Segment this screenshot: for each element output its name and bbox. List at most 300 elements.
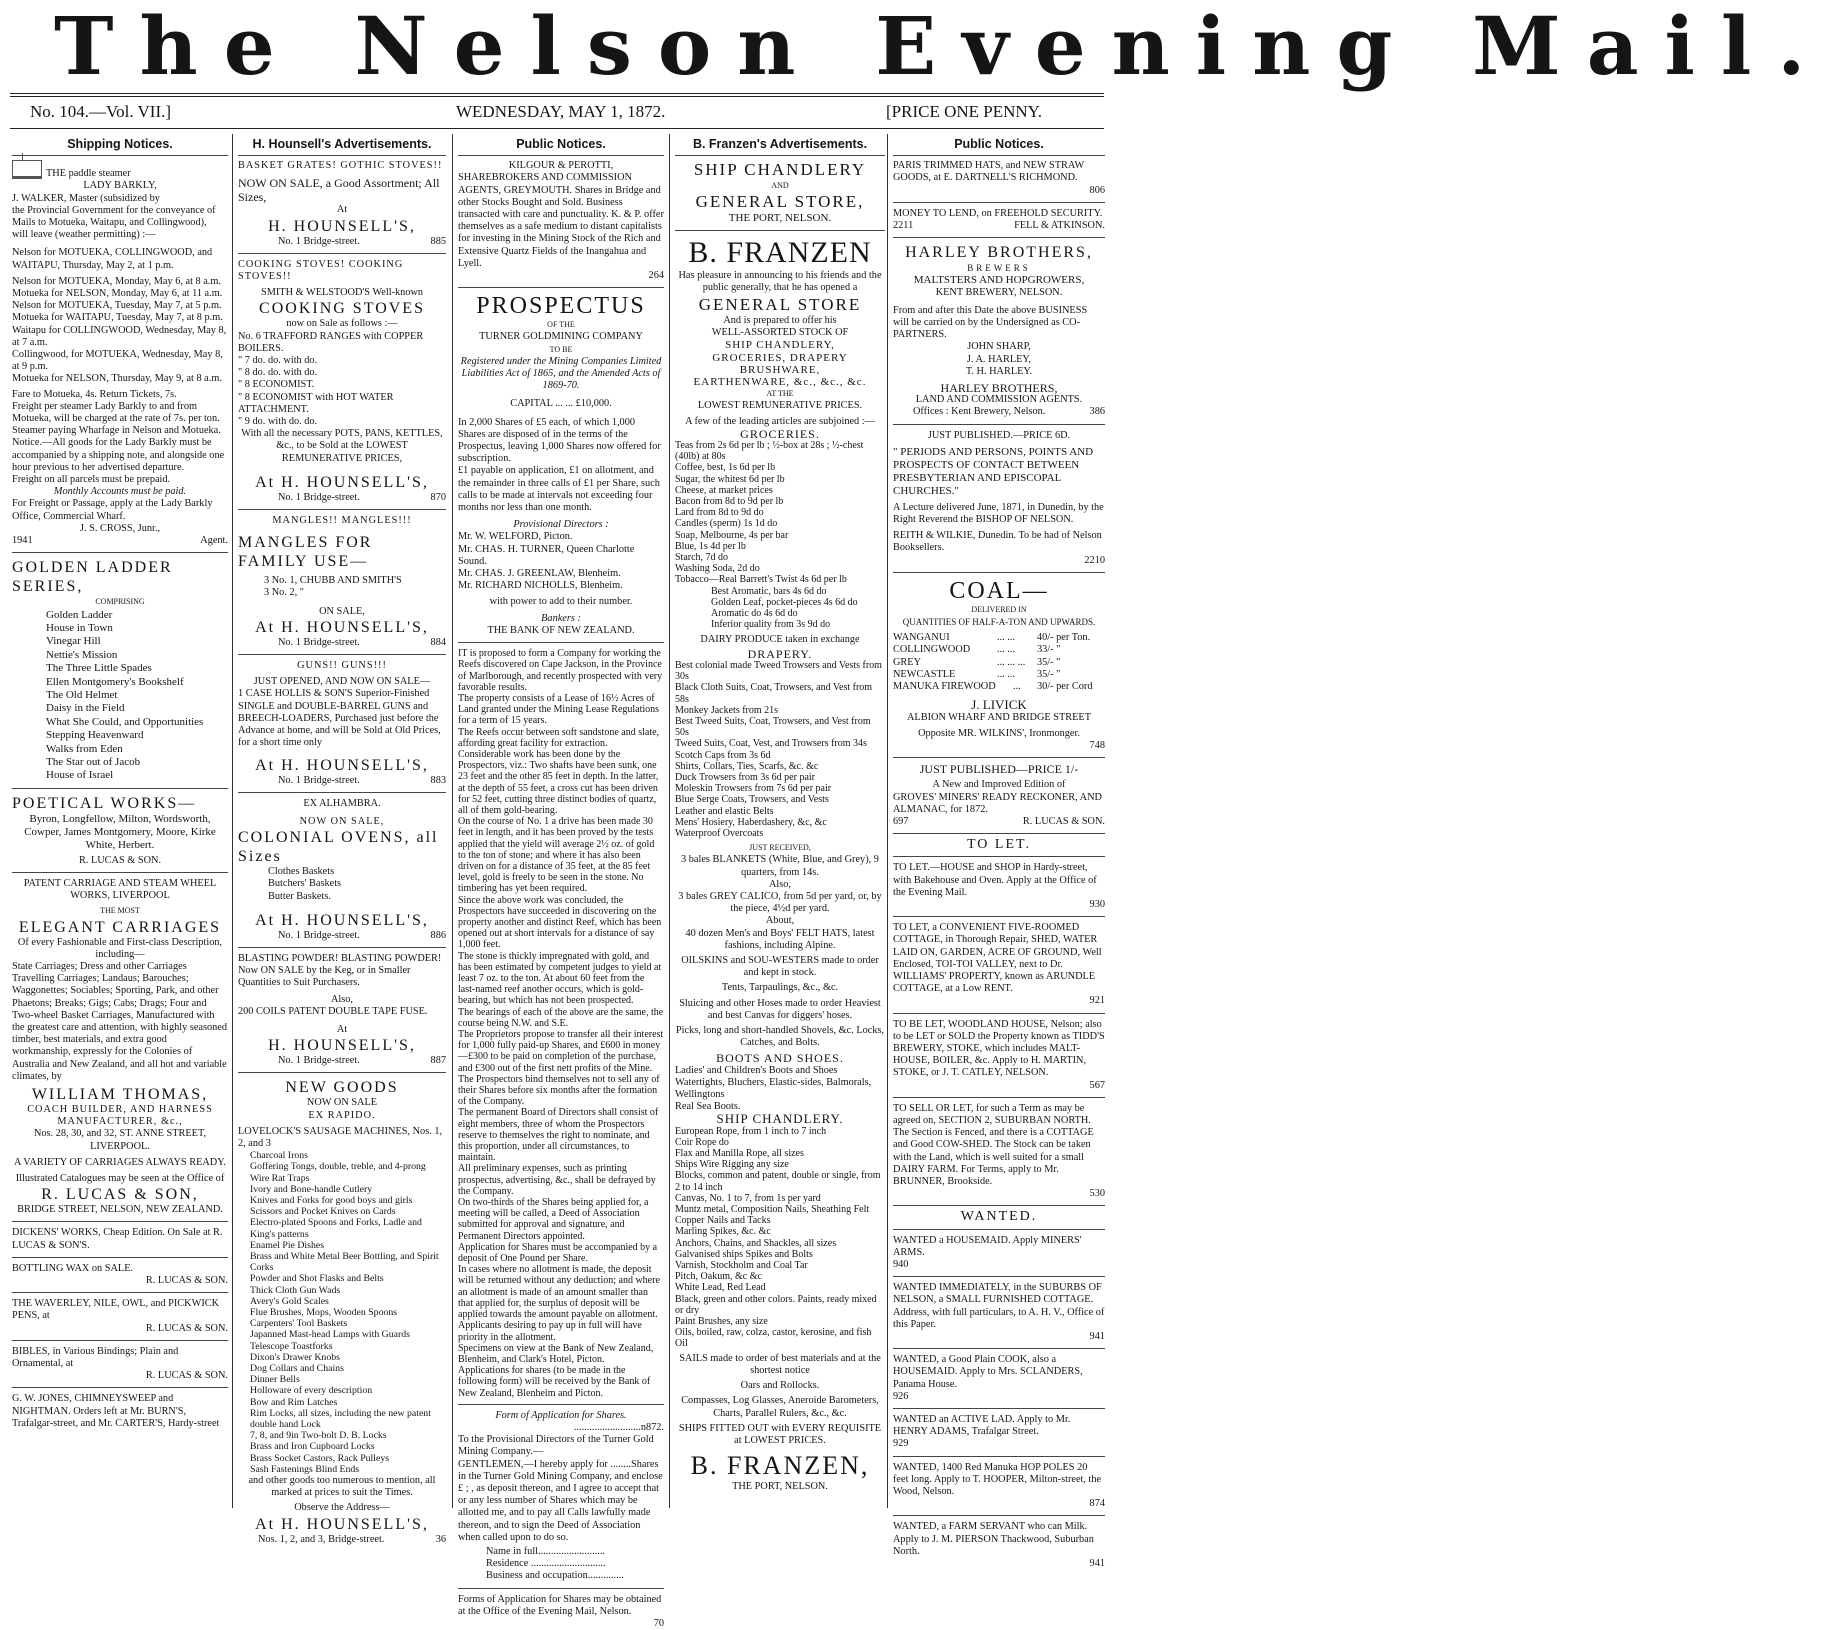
sailing-item: Nelson for MOTUEKA, COLLINGWOOD, and WAITAPU, Thursday, May 2, at 1 p.m.: [12, 247, 213, 271]
list-item: Tweed Suits, Coat, Vest, and Trowsers from 34s: [675, 738, 867, 750]
merchant-name: At H. HOUNSELL'S,: [255, 618, 429, 636]
ad-body: A Lecture delivered June, 1871, in Dunedin, by the Right Reverend the BISHOP OF NELSON.: [893, 501, 1104, 526]
address: Nos. 1, 2, and 3, Bridge-street.: [258, 1533, 385, 1545]
separator: [12, 1257, 228, 1258]
ad-headline: BLASTING POWDER! BLASTING POWDER!: [238, 952, 442, 964]
ad-title: GOLDEN LADDER SERIES,: [12, 559, 173, 596]
merchant-name: B. FRANZEN,: [690, 1451, 870, 1481]
list-item: Inferior quality from 3s 9d do: [711, 619, 831, 631]
list-item: Canvas, No. 1 to 7, from 1s per yard: [675, 1192, 821, 1204]
ad-headline: MANGLES!! MANGLES!!!: [272, 515, 412, 527]
ad-body: NOW ON SALE, a Good Assortment; All Sizes,: [238, 176, 440, 205]
ad-text: JUST RECEIVED,: [749, 843, 811, 853]
small-ad: MONEY TO LEND, on FREEHOLD SECURITY.: [893, 207, 1103, 219]
grocery-list: [675, 440, 885, 630]
address: No. 1 Bridge-street.: [278, 235, 360, 247]
separator: [893, 1229, 1105, 1230]
ad-text: SMITH & WELSTOOD'S Well-known: [260, 287, 424, 299]
ad-text: WELL-ASSORTED STOCK OF: [711, 327, 849, 339]
ad-number: 940: [893, 1259, 909, 1271]
table-cell: ... ...: [997, 644, 1016, 656]
separator: [893, 1013, 1105, 1014]
separator: [893, 1348, 1105, 1349]
table-row: [893, 669, 1105, 681]
separator: [893, 833, 1105, 834]
list-item: Powder and Shot Flasks and Belts: [250, 1273, 384, 1285]
column-header: Public Notices.: [893, 134, 1105, 156]
ad-headline: GUNS!! GUNS!!!: [297, 660, 387, 672]
sailing-list: [12, 247, 228, 547]
ad-text: THE PORT, NELSON.: [732, 1481, 828, 1493]
list-item: Black Cloth Suits, Coat, Trowsers, and Vest from 58s: [675, 682, 873, 705]
sailing-item: Motueka for WAITAPU, Tuesday, May 7, at 8 p.m.: [12, 312, 223, 324]
sailing-item: Notice.—All goods for the Lady Barkly must be accompanied by a shipping note, and alongside one hour previous to her advertised departure.: [12, 437, 225, 473]
ad-text: OF THE: [547, 320, 575, 330]
sailing-item: Freight per steamer Lady Barkly to and from Motueka, will be charged at the rate of 7s. per ton. Steamer paying Wharfage in Nelson and Motueka.: [12, 400, 221, 437]
list-item: " 7 do. do. with do.: [238, 355, 318, 367]
text-line: will leave (weather permitting) :—: [12, 229, 156, 241]
ad-title: R. LUCAS & SON,: [41, 1186, 199, 1204]
ad-body: State Carriages; Dress and other Carriages Travelling Carriages; Landaus; Barouches; Waggonettes; Sociables; Sporting, Park, and other Phaetons; Breaks; Gigs; Cabs; Drags; Four and Two-wheel Basket Carriages, Manufactured with the greatest care and attention, with highly seasoned timber, best materials, and extra good workmanship, expressly for the Colonies of Australia and New Zealand, and all hot and variable climates, by: [12, 961, 228, 1082]
ad-title: JUST PUBLISHED—PRICE 1/-: [919, 762, 1079, 777]
company-name: TURNER GOLDMINING COMPANY: [479, 331, 643, 343]
separator: [893, 572, 1105, 573]
paragraph: £1 payable on application, £1 on allotment, and the remainder in three calls of £1 per Share, such calls to be made at intervals not exceeding four months nor less than one month.: [458, 465, 660, 514]
list-item: Mr. CHAS. J. GREENLAW, Blenheim.: [458, 568, 621, 580]
ad-text: A VARIETY OF CARRIAGES ALWAYS READY.: [14, 1156, 226, 1168]
table-cell: COLLINGWOOD: [893, 644, 971, 656]
merchant-name: H. HOUNSELL'S,: [268, 1037, 416, 1055]
ad-text: NOW ON SALE: [306, 1097, 378, 1109]
table-cell: NEWCASTLE: [893, 668, 956, 680]
section-title: DRAPERY.: [747, 646, 813, 661]
ad-body: Has pleasure in announcing to his friends and the public generally, that he has opened a: [678, 269, 882, 293]
list-item: Galvanised ships Spikes and Bolts: [675, 1248, 813, 1260]
column-header: B. Franzen's Advertisements.: [675, 134, 885, 156]
ad-text: Picks, long and short-handled Shovels, &c. Locks, Catches, and Bolts.: [675, 1025, 885, 1049]
form-field: Name in full..........................: [486, 1545, 605, 1557]
list-item: Blue, 1s 4d per lb: [675, 540, 746, 552]
ad-text: Nos. 28, 30, and 32, ST. ANNE STREET, LIVERPOOL.: [33, 1128, 207, 1152]
ad-headline: COOKING STOVES! COOKING STOVES!!: [238, 258, 404, 283]
poetical-works-ad: [12, 794, 228, 867]
ad-headline: BASKET GRATES! GOTHIC STOVES!!: [238, 160, 443, 172]
list-item: Mr. W. WELFORD, Picton.: [458, 531, 573, 543]
paragraph: The Prospectors bind themselves not to sell any of their Shares before six months after the formation of the Company.: [458, 1073, 660, 1108]
ad-text: Real Sea Boots.: [675, 1101, 741, 1113]
issue-price: [PRICE ONE PENNY.: [886, 102, 1043, 121]
ad-text: EARTHENWARE, &c., &c., &c.: [693, 376, 867, 389]
list-item: Nettie's Mission: [46, 648, 118, 661]
list-item: Flue Brushes, Mops, Wooden Spoons: [250, 1307, 398, 1318]
list-item: Blue Serge Coats, Trowsers, and Vests: [675, 794, 829, 806]
ad-text: TO BE: [549, 344, 573, 354]
paragraph: The property consists of a Lease of 16½ Acres of Land granted under the Mining Lease Regulations for a term of 15 years.: [458, 692, 660, 727]
list-item: White Lead, Red Lead: [675, 1282, 766, 1294]
small-ad: BIBLES, in Various Bindings; Plain and Ornamental, at: [12, 1345, 179, 1370]
table-row: [893, 644, 1105, 656]
ad-text: Tents, Tarpaulings, &c., &c.: [721, 982, 839, 994]
ad-text: EX RAPIDO.: [308, 1109, 376, 1121]
book-list: [12, 609, 228, 783]
masthead-rule: [10, 93, 1104, 94]
ad-text: 3 bales GREY CALICO, from 5d per yard, or, by the piece, 4½d per yard.: [678, 890, 882, 915]
separator: [893, 1456, 1105, 1457]
section-title: TO LET.: [966, 837, 1032, 853]
list-item: Moleskin Trowsers from 7s 6d per pair: [675, 783, 832, 795]
ad-text: now on Sale as follows :—: [286, 318, 398, 330]
section-title: GROCERIES.: [740, 426, 820, 441]
text-line: Mails to Motueka, Waitapu, and Collingwood),: [12, 217, 207, 229]
ad-text: Compasses, Log Glasses, Aneroide Barometers, Charts, Parallel Rulers, &c., &c.: [681, 1395, 879, 1419]
list-item: Charcoal Irons: [250, 1150, 308, 1162]
ad-number: 697: [893, 815, 909, 827]
ad-text: Illustrated Catalogues may be seen at the Office of: [15, 1173, 225, 1185]
list-item: " 8 ECONOMIST.: [238, 379, 315, 391]
table-cell: 35/- ": [1037, 656, 1061, 668]
list-item: Holloware of every description: [250, 1385, 373, 1397]
ad-number: 2211: [893, 220, 914, 232]
list-item: Mens' Hosiery, Haberdashery, &c, &c: [675, 816, 827, 828]
stove-list: [238, 331, 446, 429]
ad-title: COLONIAL OVENS, all Sizes: [238, 829, 439, 866]
ad-text: A few of the leading articles are subjoined :—: [685, 415, 875, 427]
small-ad: G. W. JONES, CHIMNEYSWEEP and NIGHTMAN. Orders left at Mr. BURN'S, Trafalgar-street, and Mr. CARTER'S, Hardy-street: [12, 1393, 220, 1429]
signature-role: Agent.: [200, 535, 228, 547]
list-item: Duck Trowsers from 3s 6d per pair: [675, 771, 815, 783]
separator: [893, 1515, 1105, 1516]
ad-title: NEW GOODS: [285, 1079, 399, 1097]
list-item: Mr. CHAS. H. TURNER, Queen Charlotte Sound.: [458, 543, 635, 567]
ad-number: 530: [1089, 1188, 1105, 1200]
column-header: Shipping Notices.: [12, 134, 228, 156]
small-ad: TO BE LET, WOODLAND HOUSE, Nelson; also to be LET or SOLD the Property known as TIDD'S BREWERY, STOKE, which includes MALT-HOUSE, BOILER, &c. Apply to H. MARTIN, STOKE, or J. T. CATLEY, NELSON.: [893, 1018, 1105, 1079]
table-cell: ... ...: [997, 668, 1016, 680]
column-notices-right: [893, 134, 1105, 1570]
list-item: 7, 8, and 9in Two-bolt D. B. Locks: [250, 1430, 387, 1442]
ad-title: POETICAL WORKS—: [12, 794, 197, 812]
golden-ladder-ad: [12, 558, 228, 782]
separator: [893, 856, 1105, 857]
merchant-name: H. HOUNSELL'S,: [268, 217, 416, 235]
small-ad: WANTED IMMEDIATELY, in the SUBURBS OF NELSON, a SMALL FURNISHED COTTAGE. Address, with full particulars, to A. H. V., Office of this Paper.: [893, 1282, 1105, 1330]
list-item: Leather and elastic Belts: [675, 805, 774, 817]
list-item: T. H. HARLEY.: [965, 365, 1033, 377]
separator: [238, 253, 446, 254]
sailing-item: Waitapu for COLLINGWOOD, Wednesday, May 8, at 7 a.m.: [12, 324, 227, 348]
list-item: House of Israel: [46, 769, 114, 782]
issue-line: [20, 102, 1096, 126]
list-item: Coffee, best, 1s 6d per lb: [675, 462, 776, 474]
ad-number: 264: [648, 270, 664, 282]
small-ad: TO SELL OR LET, for such a Term as may be agreed on, SECTION 2, SUBURBAN NORTH. The Section is Fenced, and there is a COTTAGE and Good COW-SHED. The Stock can be taken with the Land, which is well suited for a small DAIRY FARM. For Terms, apply to Mr. BRUNNER, Brookside.: [893, 1102, 1094, 1187]
paragraph: The permanent Board of Directors shall consist of eight members, three of whom the Prospectors reserve to themselves the right to nominate, and this proportion, under all circumstances, to maintain.: [458, 1107, 659, 1164]
separator: [238, 654, 446, 655]
separator: [238, 1072, 446, 1073]
ad-title: " PERIODS AND PERSONS, POINTS AND PROSPECTS OF CONTACT BETWEEN PRESBYTERIAN AND EPISCOPAL CHURCHES.": [893, 445, 1094, 497]
ad-text: OILSKINS and SOU-WESTERS made to order and kept in stock.: [681, 954, 879, 979]
sailing-item: Collingwood, for MOTUEKA, Wednesday, May 8, at 9 p.m.: [12, 349, 223, 373]
paragraph: On two-thirds of the Shares being applied for, a meeting will be called, a Deed of Association submitted for approval and signature, and Permanent Directors appointed.: [458, 1197, 649, 1242]
ad-number: 887: [430, 1055, 446, 1067]
form-field: Residence .............................: [486, 1558, 606, 1570]
info-rule: [10, 128, 1104, 129]
ad-text: COACH BUILDER, AND HARNESS MANUFACTURER, &c.,: [27, 1104, 213, 1128]
list-item: Walks from Eden: [46, 742, 123, 755]
list-item: Daisy in the Field: [46, 702, 125, 715]
list-item: 3 No. 1, CHUBB AND SMITH'S: [264, 575, 402, 587]
ad-text: JUST OPENED, AND NOW ON SALE—: [253, 676, 431, 688]
ad-text: LOWEST REMUNERATIVE PRICES.: [697, 400, 863, 412]
list-item: Avery's Gold Scales: [250, 1295, 329, 1307]
sailing-item: Motueka for NELSON, Monday, May 6, at 11 a.m.: [12, 288, 223, 300]
small-ad: PARIS TRIMMED HATS, and NEW STRAW GOODS, at E. DARTNELL'S RICHMOND.: [893, 160, 1085, 184]
ad-body: With all the necessary POTS, PANS, KETTLES, &c., to be Sold at the LOWEST REMUNERATIVE PRICES,: [241, 428, 443, 464]
ad-text: SAILS made to order of best materials and at the shortest notice: [679, 1352, 881, 1376]
ad-text: Registered under the Mining Companies Limited Liabilities Act of 1865, and the Amended Acts of 1869-70.: [460, 355, 662, 392]
prospectus-body: [458, 648, 664, 1399]
ad-number: 885: [430, 235, 446, 247]
masthead: [0, 0, 1831, 93]
list-item: Tobacco—Real Barrett's Twist 4s 6d per lb: [675, 574, 847, 586]
list-item: Soap, Melbourne, 4s per bar: [675, 529, 789, 541]
ad-number: 886: [430, 929, 446, 941]
newspaper-title: The Nelson Evening Mail.: [54, 0, 1831, 93]
ad-text: 40 dozen Men's and Boys' FELT HATS, latest fashions, including Alpine.: [685, 927, 875, 951]
ad-text: ON SALE,: [319, 605, 365, 617]
table-cell: 40/- per Ton.: [1037, 632, 1091, 644]
ad-subtitle: COMPRISING: [95, 597, 145, 607]
separator: [893, 237, 1105, 238]
sailing-item: Motueka for NELSON, Thursday, May 9, at 8 a.m.: [12, 373, 222, 385]
ad-text: To the Provisional Directors of the Turner Gold Mining Company.—: [458, 1434, 654, 1458]
ad-text: and other goods too numerous to mention, all marked at prices to suit the Times.: [248, 1475, 436, 1499]
issue-date: WEDNESDAY, MAY 1, 1872.: [456, 102, 666, 121]
list-item: Copper Nails and Tacks: [675, 1215, 771, 1227]
list-item: Starch, 7d do: [675, 552, 729, 564]
list-item: Butter Baskets.: [268, 890, 331, 902]
separator: [458, 642, 664, 643]
list-item: Lard from 8d to 9d do: [675, 507, 764, 519]
column-public-notices: [458, 134, 664, 1629]
signature: FELL & ATKINSON.: [1014, 220, 1105, 232]
list-item: Vinegar Hill: [46, 635, 101, 648]
separator: [675, 230, 885, 231]
address: No. 1 Bridge-street.: [278, 491, 360, 503]
table-cell: ...: [1013, 681, 1021, 693]
list-item: Flax and Manilla Rope, all sizes: [675, 1148, 804, 1160]
ad-text: BRUSHWARE,: [739, 363, 821, 376]
list-item: House in Town: [46, 621, 113, 634]
text-line: THE paddle steamer: [46, 168, 131, 180]
drapery-list: [675, 660, 885, 839]
list-item: Coir Rope do: [675, 1136, 729, 1148]
list-item: Brass and White Metal Beer Bottling, and Spirit Corks: [250, 1250, 439, 1274]
merchant-name: B. FRANZEN: [688, 235, 872, 269]
table-row: [893, 657, 1105, 669]
ad-text: KENT BREWERY, NELSON.: [935, 286, 1063, 298]
small-ad: WANTED, a Good Plain COOK, also a HOUSEMAID. Apply to Mrs. SCLANDERS, Panama House.: [893, 1354, 1083, 1390]
form-field: ..........................n872.: [573, 1421, 664, 1433]
list-item: Electro-plated Spoons and Forks, Ladle and King's patterns: [250, 1217, 422, 1240]
ad-number: 874: [1089, 1498, 1105, 1510]
list-item: No. 6 TRAFFORD RANGES with COPPER BOILERS.: [238, 330, 424, 354]
separator: [238, 509, 446, 510]
ad-headline: EX ALHAMBRA.: [303, 797, 381, 809]
list-item: " 9 do. with do. do.: [238, 416, 318, 428]
list-item: Blocks, common and patent, double or single, from 2 to 14 inch: [675, 1170, 881, 1193]
list-item: Best Tweed Suits, Coat, Trowsers, and Vest from 50s: [675, 715, 871, 739]
ad-body: From and after this Date the above BUSINESS will be carried on by the Undersigned as CO-PARTNERS.: [893, 304, 1088, 341]
ad-number: 930: [1089, 898, 1105, 910]
list-item: Dinner Bells: [250, 1374, 300, 1386]
list-item: The Old Helmet: [46, 688, 118, 701]
ad-title: GENERAL STORE: [698, 295, 862, 315]
ad-text: BREWERS: [967, 263, 1031, 274]
list-item: Telescope Toastforks: [250, 1340, 333, 1352]
list-item: The Three Little Spades: [46, 662, 152, 675]
list-item: JOHN SHARP,: [967, 341, 1031, 353]
list-item: Best colonial made Tweed Trowsers and Vests from 30s: [675, 659, 882, 683]
ad-body: 1 CASE HOLLIS & SON'S Superior-Finished SINGLE and DOUBLE-BARREL GUNS and BREECH-LOADERS, Purchased just before the Advance at home, and will be Sold at Old Prices, for a short time only: [238, 688, 441, 749]
separator: [12, 1340, 228, 1341]
column-header: Public Notices.: [458, 134, 664, 156]
list-item: Scissors and Pocket Knives on Cards: [250, 1206, 396, 1218]
carriage-works-ad: [12, 878, 228, 1216]
ad-title: COAL—: [949, 577, 1049, 604]
list-item: Best Aromatic, bars 4s 6d do: [711, 585, 827, 597]
paragraph: The stone is thickly impregnated with gold, and has been estimated by competent judges to yield at least 7 oz. to the ton. At about 60 feet from the last-named reef another occurs, which is gold-bearing, but which has not been prospected.: [458, 950, 662, 1007]
ad-text: At: [336, 204, 348, 216]
ad-text: Forms of Application for Shares may be obtained at the Office of the Evening Mail, Nelson.: [458, 1593, 662, 1617]
ad-text: GROCERIES, DRAPERY: [712, 351, 848, 364]
list-item: Mr. RICHARD NICHOLLS, Blenheim.: [458, 580, 623, 592]
list-item: Black, green and other colors. Paints, ready mixed or dry: [675, 1293, 877, 1316]
table-cell: MANUKA FIREWOOD: [893, 681, 996, 693]
masthead-rule-2: [10, 96, 1104, 97]
separator: [12, 552, 228, 553]
table-cell: 35/- ": [1037, 668, 1061, 680]
separator: [458, 1404, 664, 1405]
separator: [12, 872, 228, 873]
ad-text: A New and Improved Edition of: [932, 779, 1066, 791]
ad-text: AT THE: [766, 389, 794, 399]
text-line: the Provincial Government for the conveyance of: [12, 204, 216, 216]
table-row: [893, 681, 1105, 693]
ad-title: SHIP CHANDLERY: [693, 160, 867, 180]
section-title: SHIP CHANDLERY.: [716, 1111, 844, 1127]
columns: [8, 134, 1108, 1629]
list-item: Knives and Forks for good boys and girls: [250, 1194, 413, 1206]
list-item: Brass and Iron Cupboard Locks: [250, 1441, 375, 1453]
list-item: Paint Brushes, any size: [675, 1316, 768, 1328]
paragraph: IT is proposed to form a Company for working the Reefs discovered on Cape Jackson, in the Province of Marlborough, and recently prospected with very favorable results.: [458, 648, 663, 693]
merchant-name: At H. HOUNSELL'S,: [255, 1515, 429, 1533]
table-cell: GREY: [893, 656, 922, 668]
ad-text: Also,: [768, 878, 792, 890]
ad-text: THE MOST: [100, 906, 140, 916]
sailing-item: Freight on all parcels must be prepaid.: [12, 474, 171, 486]
paragraph: All preliminary expenses, such as printing prospectus, advertising, &c., shall be defrayed by the Company.: [458, 1163, 656, 1197]
ad-title: PROSPECTUS: [476, 293, 646, 320]
signature: R. LUCAS & SON.: [145, 1370, 228, 1382]
ad-text: QUANTITIES OF HALF-A-TON AND UPWARDS.: [902, 617, 1096, 628]
separator: [893, 202, 1105, 203]
ad-body: Now ON SALE by the Keg, or in Smaller Quantities to Suit Purchasers.: [238, 965, 411, 989]
separator: [893, 757, 1105, 758]
ad-text: NOW ON SALE,: [299, 815, 385, 827]
separator: [12, 1221, 228, 1222]
list-item: Scotch Caps from 3s 6d: [675, 749, 771, 761]
list-item: Varnish, Stockholm and Coal Tar: [675, 1260, 808, 1272]
form-field: Business and occupation..............: [486, 1570, 624, 1582]
paragraph: Considerable work has been done by the Prospectors, viz.: Two shafts have been sunk, one 23 feet and the other 85 feet in depth. In the latter, at the depth of 55 feet, a cross cut has been driven for 52 feet, cutting three distinct bodies of quartz, all of them gold-bearing.: [458, 748, 659, 816]
list-item: Stepping Heavenward: [46, 729, 144, 742]
ad-text: SHIPS FITTED OUT with EVERY REQUISITE at LOWEST PRICES.: [678, 1422, 882, 1446]
small-ad: THE WAVERLEY, NILE, OWL, and PICKWICK PENS, at: [12, 1298, 220, 1322]
paragraph: In cases where no allotment is made, the deposit will be returned without any deduction; and where an allotment is made of an amount smaller than that applied for, the surplus of deposit will be applied towards the amount payable on allotment.: [458, 1264, 660, 1321]
small-ad: WANTED, a FARM SERVANT who can Milk. Apply to J. M. PIERSON Thackwood, Suburban North.: [893, 1521, 1094, 1557]
list-item: Sugar, the whitest 6d per lb: [675, 473, 785, 485]
section-title: BOOTS AND SHOES.: [716, 1051, 844, 1066]
ad-title: HARLEY BROTHERS,: [940, 381, 1058, 396]
ad-number: 806: [1089, 184, 1105, 196]
address: No. 1 Bridge-street.: [278, 929, 360, 941]
ad-text: ALBION WHARF AND BRIDGE STREET: [906, 711, 1091, 723]
list-item: Golden Leaf, pocket-pieces 4s 6d do: [711, 596, 858, 608]
merchant-name: At H. HOUNSELL'S,: [255, 473, 429, 491]
paragraph: In 2,000 Shares of £5 each, of which 1,000 Shares are disposed of in the terms of the Prospectus, leaving 1,000 Shares now offered for subscription.: [458, 416, 661, 465]
ad-text: At: [336, 1023, 348, 1035]
list-item: Marling Spikes, &c. &c: [675, 1226, 771, 1238]
ad-number: 36: [435, 1533, 446, 1545]
list-item: Goffering Tongs, double, treble, and 4-prong: [250, 1161, 426, 1173]
paragraph: On the course of No. 1 a drive has been made 30 feet in length, and it has been proved by the tests applied that the yield will average 2½ oz. of gold to the ton of stone; and where it has also been driven on for a distance of 35 feet, at the 85 feet level, gold is freely to be seen in the stone. No timbering has yet been required.: [458, 816, 655, 895]
separator: [893, 1276, 1105, 1277]
merchant-name: At H. HOUNSELL'S,: [255, 911, 429, 929]
separator: [893, 1205, 1105, 1206]
ad-title: PATENT CARRIAGE AND STEAM WHEEL WORKS, LIVERPOOL: [23, 877, 217, 902]
list-item: Enamel Pie Dishes: [250, 1239, 325, 1251]
ad-body: GROVES' MINERS' READY RECKONER, AND ALMANAC, for 1872.: [893, 791, 1102, 815]
list-item: European Rope, from 1 inch to 7 inch: [675, 1125, 827, 1137]
ad-title: MANGLES FOR FAMILY USE—: [238, 534, 373, 571]
ad-number: 883: [430, 774, 446, 786]
ad-text: AND: [771, 181, 789, 191]
separator: [893, 424, 1105, 425]
text-line: J. WALKER, Master (subsidized by: [12, 192, 160, 204]
ad-text: About,: [765, 915, 795, 927]
steamer-notice: [12, 160, 228, 241]
list-item: Bacon from 8d to 9d per lb: [675, 496, 784, 508]
ad-text: THE BANK OF NEW ZEALAND.: [487, 624, 635, 636]
signature: J. S. CROSS, Junr.,: [79, 522, 161, 534]
separator: [12, 1292, 228, 1293]
ad-number: 1941: [12, 535, 33, 547]
ad-title: GENERAL STORE,: [695, 192, 865, 212]
small-ad: DICKENS' WORKS, Cheap Edition. On Sale at R. LUCAS & SON'S.: [12, 1227, 223, 1251]
ad-number: 567: [1089, 1079, 1105, 1091]
ad-number: 884: [430, 636, 446, 648]
table-row: [893, 632, 1105, 644]
list-item: Anchors, Chains, and Shackles, all sizes: [675, 1237, 837, 1249]
list-item: Ivory and Bone-handle Cutlery: [250, 1183, 373, 1195]
paragraph: Applications for shares (to be made in the following form) will be received by the Bank of New Zealand, Blenheim and Picton.: [458, 1365, 651, 1399]
ad-text: SHIP CHANDLERY,: [725, 339, 835, 352]
list-item: Clothes Baskets: [268, 866, 335, 878]
list-item: Bow and Rim Latches: [250, 1396, 338, 1408]
list-item: J. A. HARLEY,: [966, 353, 1032, 365]
